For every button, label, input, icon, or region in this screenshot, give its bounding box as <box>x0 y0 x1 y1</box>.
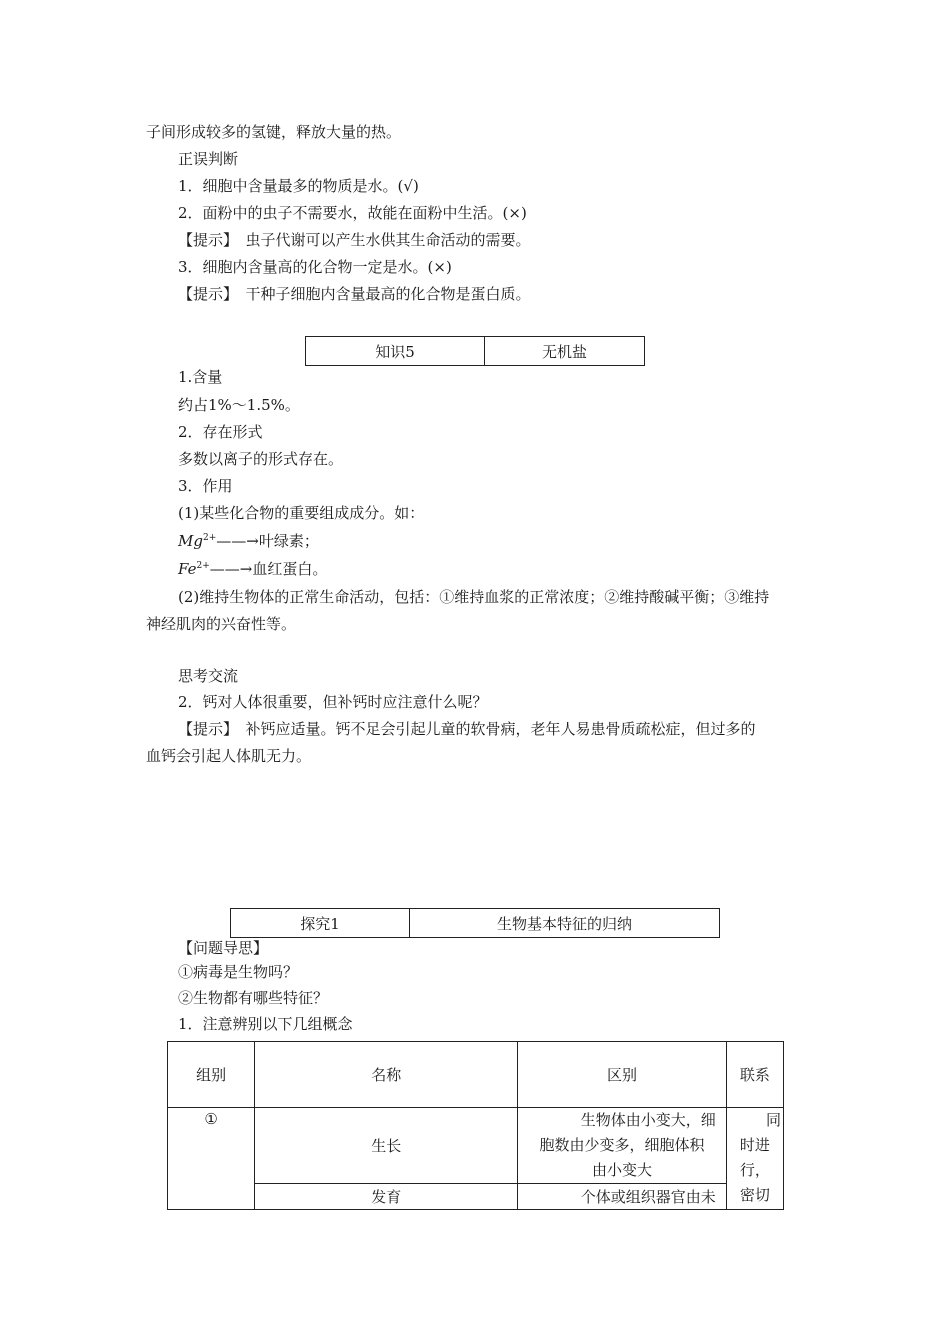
explore-box-title: 生物基本特征的归纳 <box>409 909 719 937</box>
tf-item-2: 2．面粉中的虫子不需要水，故能在面粉中生活。(×) <box>178 204 527 222</box>
discussion-hint-line2: 血钙会引起人体肌无力。 <box>146 747 312 765</box>
function-point-2-line2: 神经肌肉的兴奋性等。 <box>146 615 297 633</box>
discussion-hint-line1: 【提示】 补钙应适量。钙不足会引起儿童的软骨病，老年人易患骨质疏松症，但过多的 <box>178 720 756 738</box>
tf-hint-3: 【提示】 干种子细胞内含量最高的化合物是蛋白质。 <box>178 285 531 303</box>
function-point-1: (1)某些化合物的重要组成成分。如： <box>178 504 425 522</box>
content-text: 约占1%～1.5%。 <box>178 396 300 414</box>
discussion-heading: 思考交流 <box>178 667 239 685</box>
table-row <box>168 1108 784 1184</box>
header-name: 名称 <box>255 1042 518 1108</box>
header-difference: 区别 <box>518 1042 727 1108</box>
header-group: 组别 <box>168 1042 255 1108</box>
name-cell-development: 发育 <box>255 1184 518 1210</box>
mg-equation <box>178 531 319 551</box>
relation-line: 时进 <box>739 1136 770 1154</box>
header-relation: 联系 <box>726 1042 783 1108</box>
tf-hint-2: 【提示】 虫子代谢可以产生水供其生命活动的需要。 <box>178 231 531 249</box>
mg-charge: 2+ <box>202 533 217 543</box>
relation-cell <box>726 1108 783 1210</box>
discussion-question: 2．钙对人体很重要，但补钙时应注意什么呢？ <box>178 693 488 711</box>
mg-product: ——→叶绿素； <box>216 532 319 550</box>
knowledge-box-title: 无机盐 <box>484 337 644 365</box>
intro-line: 子间形成较多的氢键，释放大量的热。 <box>146 123 402 141</box>
explore-box <box>230 908 720 938</box>
knowledge-box <box>305 336 645 366</box>
name-cell-growth: 生长 <box>255 1108 518 1184</box>
table-row <box>168 1184 784 1210</box>
fe-equation <box>178 559 327 579</box>
mg-ion: Mg <box>178 532 203 550</box>
fe-ion: Fe <box>178 560 197 578</box>
form-heading: 2．存在形式 <box>178 423 263 441</box>
form-text: 多数以离子的形式存在。 <box>178 450 344 468</box>
tf-heading: 正误判断 <box>178 150 239 168</box>
guide-question-2: ②生物都有哪些特征？ <box>178 989 329 1007</box>
function-heading: 3．作用 <box>178 477 233 495</box>
difference-line: 胞数由少变多，细胞体积 <box>539 1136 705 1154</box>
guide-heading: 【问题导思】 <box>178 939 269 957</box>
relation-line: 行， <box>739 1161 770 1179</box>
knowledge-box-label: 知识5 <box>375 342 415 361</box>
difference-line: 由小变大 <box>591 1161 652 1179</box>
relation-line: 密切 <box>739 1186 770 1204</box>
table-header-row <box>168 1042 784 1108</box>
guide-question-1: ①病毒是生物吗？ <box>178 963 299 981</box>
difference-cell-development: 个体或组织器官由未 <box>518 1184 727 1210</box>
tf-item-1: 1．细胞中含量最多的物质是水。(√) <box>178 177 419 195</box>
function-point-2-line1: (2)维持生物体的正常生命活动，包括：①维持血浆的正常浓度；②维持酸碱平衡；③维持 <box>178 588 770 606</box>
difference-cell-growth <box>518 1108 727 1184</box>
relation-line: 同 <box>765 1111 781 1129</box>
difference-line: 生物体由小变大，细 <box>580 1111 716 1129</box>
group-cell: ① <box>168 1108 255 1210</box>
explore-box-label: 探究1 <box>300 914 340 933</box>
fe-charge: 2+ <box>196 561 210 571</box>
point-1-heading: 1．注意辨别以下几组概念 <box>178 1015 353 1033</box>
content-heading: 1.含量 <box>178 368 223 386</box>
fe-product: ——→血红蛋白。 <box>209 560 328 578</box>
concept-table <box>167 1041 784 1210</box>
tf-item-3: 3．细胞内含量高的化合物一定是水。(×) <box>178 258 452 276</box>
